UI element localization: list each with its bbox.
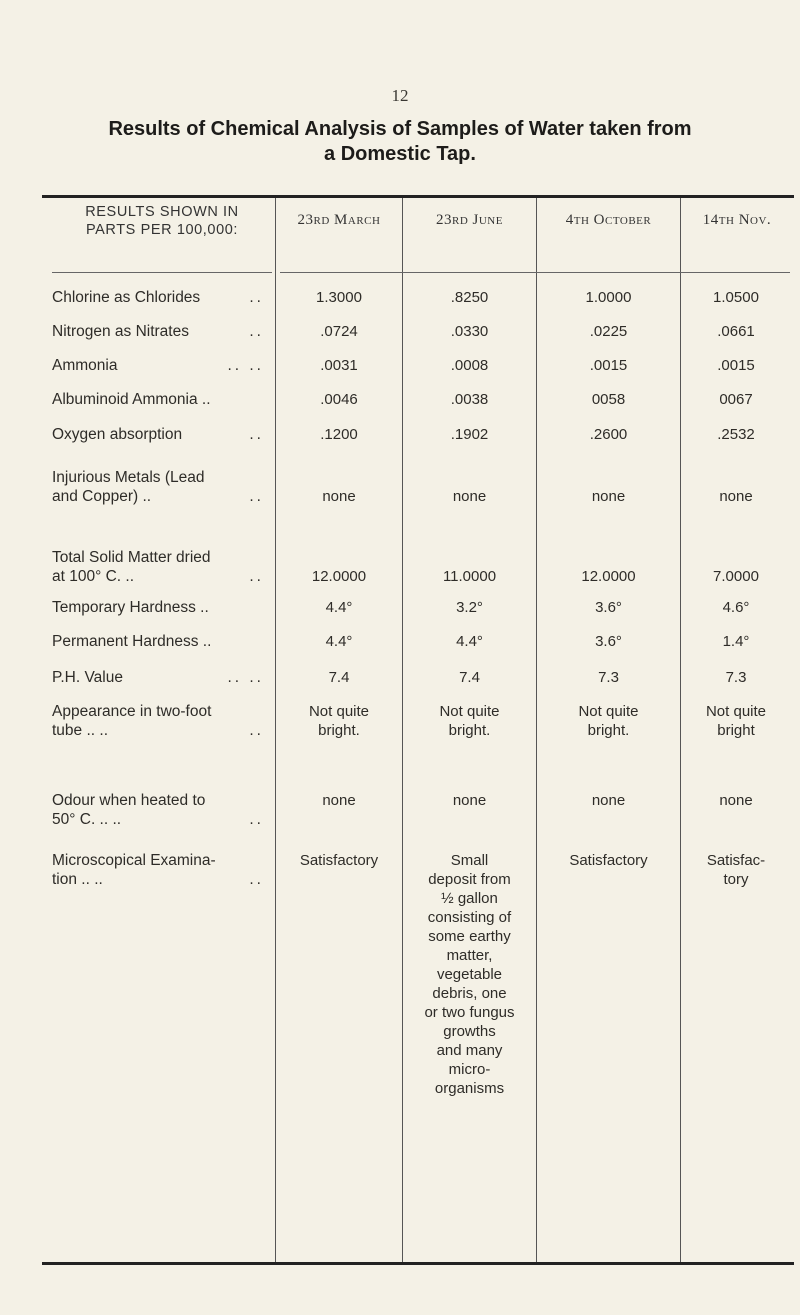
value-cell: .0015 — [717, 357, 755, 374]
row-label: Temporary Hardness .. — [52, 599, 209, 616]
value-cell: 4.4° — [456, 633, 483, 650]
value-cell: 1.4° — [722, 633, 750, 650]
value-cell: none — [719, 488, 753, 505]
value-cell: 11.0000 — [442, 568, 497, 585]
value-cell: 4.4° — [325, 633, 353, 650]
header-col-june: 23rd June — [436, 212, 503, 228]
row-label: Total Solid Matter dried at 100° C. .. .. — [52, 549, 264, 585]
value-cell: 7.3 — [725, 669, 747, 686]
value-cell: .2600 — [589, 426, 628, 443]
value-cell: .8250 — [450, 289, 489, 306]
value-cell: .0225 — [589, 323, 628, 340]
row-label: Microscopical Examina- tion .. .. .. — [52, 852, 264, 888]
header-col-november: 14th Nov. — [702, 212, 772, 228]
leader-dots: .. — [249, 568, 264, 585]
value-cell: .0008 — [450, 357, 489, 374]
value-cell: Not quite bright. — [308, 703, 370, 739]
leader-dots: .. — [249, 811, 264, 828]
document-title — [0, 117, 800, 167]
row-label: Injurious Metals (Lead and Copper) .. .. — [52, 469, 264, 505]
value-cell: 7.4 — [328, 669, 350, 686]
row-label: Odour when heated to 50° C. .. .. .. — [52, 792, 264, 828]
value-cell: none — [591, 488, 626, 505]
row-label: Chlorine as Chlorides .. — [52, 289, 264, 306]
title-line-2: a Domestic Tap. — [324, 143, 476, 165]
value-cell: none — [322, 488, 356, 505]
value-cell: Satisfactory — [569, 852, 648, 869]
value-cell: .0330 — [450, 323, 489, 340]
value-cell: 4.6° — [722, 599, 750, 616]
value-cell: .0661 — [717, 323, 755, 340]
leader-dots: .. — [249, 289, 264, 306]
row-label: Ammonia .. .. — [52, 357, 264, 374]
value-cell: 12.0000 — [311, 568, 367, 585]
value-cell: 1.3000 — [316, 289, 362, 306]
value-cell: 3.6° — [595, 633, 622, 650]
header-col-march: 23rd March — [297, 212, 381, 228]
value-cell: .1902 — [450, 426, 489, 443]
leader-dots: .. — [249, 488, 264, 505]
value-cell: none — [322, 792, 356, 809]
leader-dots: .. .. — [227, 669, 264, 686]
value-cell: .0038 — [450, 391, 489, 408]
value-cell: 3.2° — [456, 599, 483, 616]
value-cell: 4.4° — [325, 599, 353, 616]
value-cell: .0046 — [320, 391, 358, 408]
value-cell: none — [452, 488, 487, 505]
value-cell: Small deposit from ½ gallon consisting of some earthy matter, vegetable debris, one or two fungus growths and many micro- organisms — [424, 852, 515, 1097]
row-label: P.H. Value .. .. — [52, 669, 264, 686]
row-label: Nitrogen as Nitrates .. — [52, 323, 264, 340]
value-cell: 3.6° — [595, 599, 622, 616]
table-top-rule — [42, 195, 794, 198]
header-underline — [280, 272, 790, 273]
value-cell: none — [452, 792, 487, 809]
value-cell: Satisfac- tory — [706, 852, 766, 888]
value-cell: 12.0000 — [581, 568, 636, 585]
row-label: Appearance in two-foot tube .. .. .. — [52, 703, 264, 739]
value-cell: Satisfactory — [299, 852, 379, 869]
value-cell: none — [591, 792, 626, 809]
row-label: Oxygen absorption .. — [52, 426, 264, 443]
value-cell: .2532 — [717, 426, 755, 443]
value-cell: .1200 — [320, 426, 358, 443]
value-cell: Not quite bright. — [439, 703, 500, 739]
value-cell: 1.0000 — [585, 289, 632, 306]
page-number: 12 — [391, 86, 409, 105]
header-underline — [52, 272, 272, 273]
row-label: Albuminoid Ammonia .. — [52, 391, 211, 408]
header-results-label: RESULTS SHOWN IN PARTS PER 100,000: — [85, 204, 239, 238]
value-cell: 0058 — [591, 391, 626, 408]
value-cell: .0015 — [589, 357, 628, 374]
value-cell: none — [719, 792, 753, 809]
value-cell: .0724 — [320, 323, 358, 340]
header-col-october: 4th October — [565, 212, 652, 228]
leader-dots: .. — [249, 426, 264, 443]
leader-dots: .. — [249, 871, 264, 888]
value-cell: 7.0000 — [713, 568, 759, 585]
table-bottom-rule — [42, 1262, 794, 1265]
leader-dots: .. — [249, 323, 264, 340]
leader-dots: .. .. — [227, 357, 264, 374]
value-cell: 0067 — [719, 391, 753, 408]
leader-dots: .. — [249, 722, 264, 739]
row-label: Permanent Hardness .. — [52, 633, 212, 650]
value-cell: Not quite bright. — [578, 703, 639, 739]
value-cell: 1.0500 — [713, 289, 759, 306]
title-line-1: Results of Chemical Analysis of Samples of Water taken from — [108, 118, 692, 140]
value-cell: 7.3 — [598, 669, 619, 686]
value-cell: .0031 — [320, 357, 358, 374]
value-cell: 7.4 — [459, 669, 480, 686]
value-cell: Not quite bright — [705, 703, 767, 739]
